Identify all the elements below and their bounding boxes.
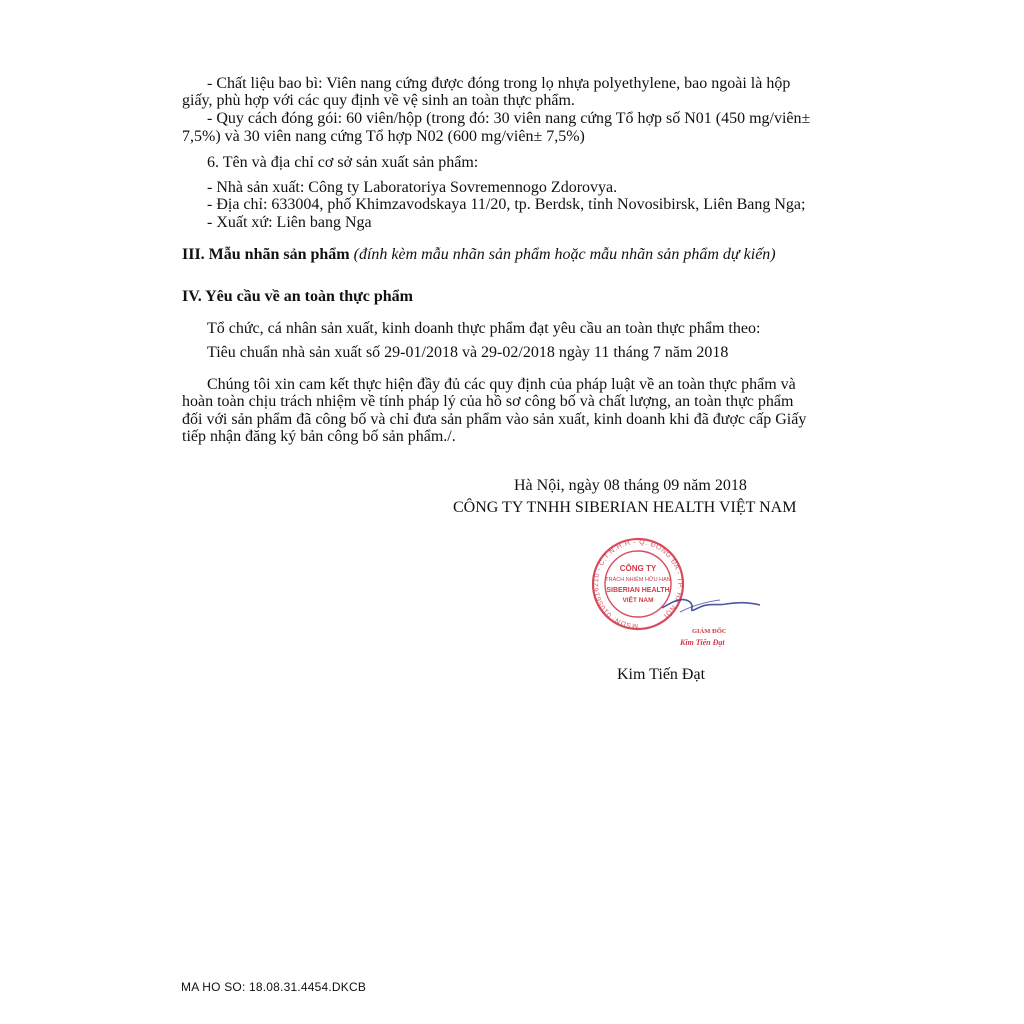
- dossier-code: MA HO SO: 18.08.31.4454.DKCB: [181, 980, 367, 994]
- company-seal-icon: [580, 532, 790, 657]
- packaging-material-line-1: - Chất liệu bao bì: Viên nang cứng được đóng trong lọ nhựa polyethylene, bao ngoài là hộp: [207, 75, 791, 92]
- svg-text:MSDN: 0105616210 - C.T.N.H.H -: MSDN: 0105616210 - C.T.N.H.H - Q. ĐỐNG ĐA - TP. HÀ NỘI: [593, 538, 684, 630]
- section-4-line-1: Tổ chức, cá nhân sản xuất, kinh doanh thực phẩm đạt yêu cầu an toàn thực phẩm theo:: [207, 320, 761, 337]
- commitment-line-3: đối với sản phẩm đã công bố và chỉ đưa sản phẩm vào sản xuất, kinh doanh khi đã được cấp Giấy: [182, 411, 807, 428]
- company-seal-and-signature: [580, 532, 790, 657]
- section-6-heading: 6. Tên và địa chỉ cơ sở sản xuất sản phẩm:: [207, 154, 479, 171]
- svg-text:TRÁCH NHIỆM HỮU HẠN: TRÁCH NHIỆM HỮU HẠN: [605, 577, 671, 583]
- commitment-line-2: hoàn toàn chịu trách nhiệm về tính pháp lý của hồ sơ công bố và chất lượng, an toàn thực phẩm: [182, 393, 794, 410]
- place-and-date: Hà Nội, ngày 08 tháng 09 năm 2018: [514, 477, 747, 494]
- svg-text:CÔNG TY: CÔNG TY: [619, 564, 657, 573]
- signer-name: Kim Tiến Đạt: [617, 666, 706, 683]
- svg-text:Kim Tiến Đạt: Kim Tiến Đạt: [680, 638, 725, 647]
- packaging-material-line-2: giấy, phù hợp với các quy định về vệ sinh an toàn thực phẩm.: [182, 92, 575, 109]
- packing-spec-line-2: 7,5%) và 30 viên nang cứng Tổ hợp N02 (600 mg/viên± 7,5%): [182, 128, 585, 145]
- origin-line: - Xuất xứ: Liên bang Nga: [207, 214, 372, 231]
- address-line: - Địa chỉ: 633004, phố Khimzavodskaya 11/20, tp. Berdsk, tỉnh Novosibirsk, Liên Bang Nga;: [207, 196, 806, 213]
- svg-text:SIBERIAN HEALTH: SIBERIAN HEALTH: [606, 587, 670, 594]
- manufacturer-line: - Nhà sản xuất: Công ty Laboratoriya Sovremennogo Zdorovya.: [207, 179, 618, 196]
- section-4-line-2: Tiêu chuẩn nhà sản xuất số 29-01/2018 và 29-02/2018 ngày 11 tháng 7 năm 2018: [207, 344, 729, 361]
- svg-text:VIỆT NAM: VIỆT NAM: [622, 597, 654, 604]
- section-3-heading: III. Mẫu nhãn sản phẩm: [182, 246, 350, 263]
- section-3-line: [182, 246, 776, 264]
- commitment-line-1: Chúng tôi xin cam kết thực hiện đầy đủ các quy định của pháp luật về an toàn thực phẩm và: [207, 376, 796, 393]
- commitment-line-4: tiếp nhận đăng ký bản công bố sản phẩm./.: [182, 428, 456, 445]
- packing-spec-line-1: - Quy cách đóng gói: 60 viên/hộp (trong đó: 30 viên nang cứng Tổ hợp số N01 (450 mg/viên±: [207, 110, 811, 127]
- svg-text:GIÁM ĐỐC: GIÁM ĐỐC: [692, 628, 727, 635]
- section-3-note: (đính kèm mẫu nhãn sản phẩm hoặc mẫu nhãn sản phẩm dự kiến): [353, 246, 776, 263]
- section-4-heading: IV. Yêu cầu về an toàn thực phẩm: [182, 288, 413, 305]
- company-name: CÔNG TY TNHH SIBERIAN HEALTH VIỆT NAM: [453, 499, 797, 516]
